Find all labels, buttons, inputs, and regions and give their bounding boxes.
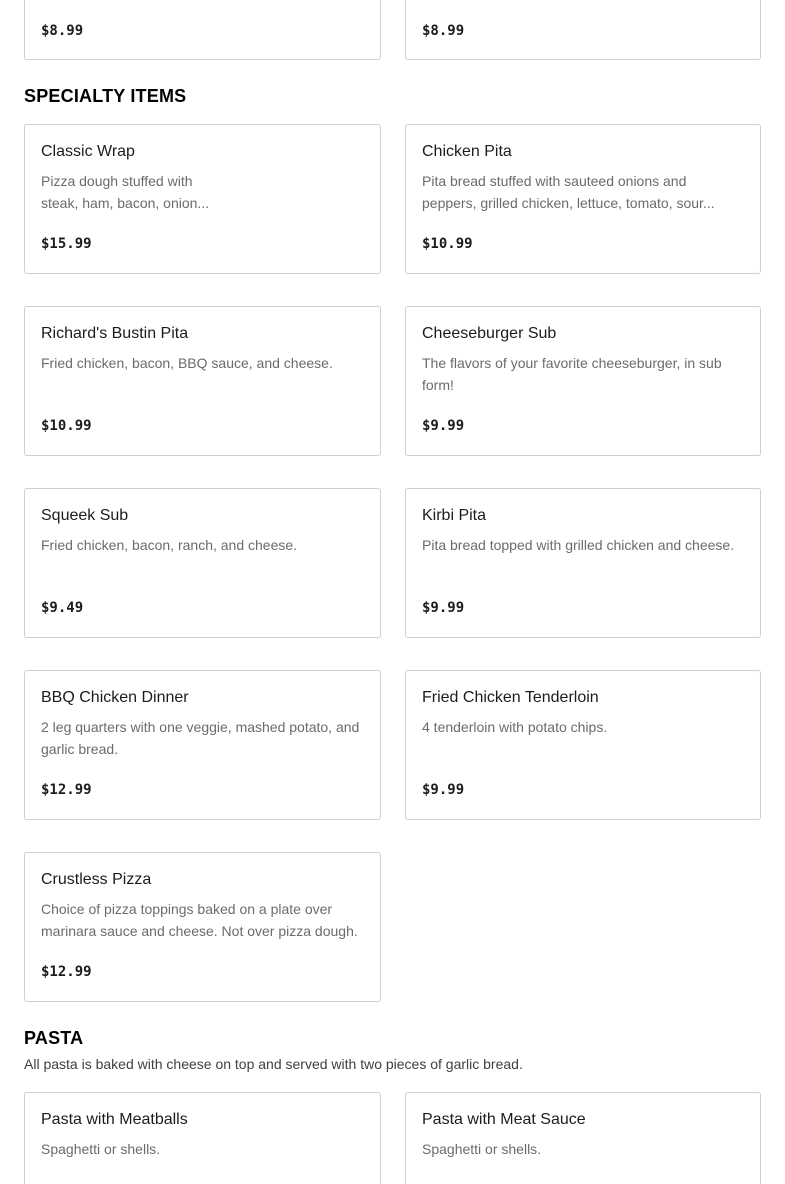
menu-item-card-pasta-with-meatballs[interactable] bbox=[24, 1092, 381, 1184]
section-title-specialty-items: SPECIALTY ITEMS bbox=[24, 86, 187, 106]
item-description: Fried chicken, bacon, BBQ sauce, and cheese. bbox=[41, 355, 333, 371]
item-name: BBQ Chicken Dinner bbox=[41, 689, 189, 706]
item-description: Spaghetti or shells. bbox=[422, 1141, 542, 1157]
menu-item-card[interactable] bbox=[24, 0, 381, 60]
menu-item-card-kirbi-pita[interactable] bbox=[405, 488, 761, 638]
item-description: Pita bread topped with grilled chicken and cheese. bbox=[422, 537, 735, 553]
item-price: $12.99 bbox=[41, 964, 92, 980]
item-price: $8.99 bbox=[422, 23, 465, 39]
menu-item-card-crustless-pizza[interactable] bbox=[24, 852, 381, 1002]
item-name: Classic Wrap bbox=[41, 143, 135, 160]
menu-item-card-chicken-pita[interactable] bbox=[405, 124, 761, 274]
item-price: $9.99 bbox=[422, 418, 465, 434]
item-price: $8.99 bbox=[41, 23, 84, 39]
item-price: $10.99 bbox=[41, 418, 92, 434]
item-description: 2 leg quarters with one veggie, mashed potato, and garlic bread. bbox=[41, 719, 360, 757]
item-description: The flavors of your favorite cheeseburger, in sub form! bbox=[422, 355, 722, 393]
item-description: Pita bread stuffed with sauteed onions and peppers, grilled chicken, lettuce, tomato, sour... bbox=[422, 173, 715, 211]
item-name: Fried Chicken Tenderloin bbox=[422, 689, 599, 706]
item-price: $10.99 bbox=[422, 236, 473, 252]
menu-item-card-pasta-with-meat-sauce[interactable] bbox=[405, 1092, 761, 1184]
item-price: $9.49 bbox=[41, 600, 84, 616]
item-description: 4 tenderloin with potato chips. bbox=[422, 719, 608, 735]
item-name: Pasta with Meat Sauce bbox=[422, 1111, 586, 1128]
item-name: Squeek Sub bbox=[41, 507, 129, 524]
item-price: $9.99 bbox=[422, 782, 465, 798]
item-name: Chicken Pita bbox=[422, 143, 512, 160]
item-description: Fried chicken, bacon, ranch, and cheese. bbox=[41, 537, 298, 553]
section-description: All pasta is baked with cheese on top and served with two pieces of garlic bread. bbox=[24, 1056, 523, 1072]
section-title-pasta: PASTA bbox=[24, 1028, 84, 1048]
item-price: $9.99 bbox=[422, 600, 465, 616]
item-price: $15.99 bbox=[41, 236, 92, 252]
menu-item-card[interactable] bbox=[405, 0, 761, 60]
menu-item-card-cheeseburger-sub[interactable] bbox=[405, 306, 761, 456]
item-name: Crustless Pizza bbox=[41, 871, 152, 888]
item-name: Kirbi Pita bbox=[422, 507, 487, 524]
menu-item-card-classic-wrap[interactable] bbox=[24, 124, 381, 274]
item-description: Spaghetti or shells. bbox=[41, 1141, 161, 1157]
menu-item-card-fried-chicken-tenderloin[interactable] bbox=[405, 670, 761, 820]
item-price: $12.99 bbox=[41, 782, 92, 798]
item-name: Pasta with Meatballs bbox=[41, 1111, 188, 1128]
menu-item-card-squeek-sub[interactable] bbox=[24, 488, 381, 638]
item-name: Cheeseburger Sub bbox=[422, 325, 557, 342]
menu-item-card-bbq-chicken-dinner[interactable] bbox=[24, 670, 381, 820]
menu-item-card-richards-bustin-pita[interactable] bbox=[24, 306, 381, 456]
item-description: Choice of pizza toppings baked on a plate over marinara sauce and cheese. Not over pizza dough. bbox=[41, 901, 358, 939]
item-description: Pizza dough stuffed with steak, ham, bacon, onion... bbox=[41, 173, 210, 211]
item-name: Richard's Bustin Pita bbox=[41, 325, 189, 342]
